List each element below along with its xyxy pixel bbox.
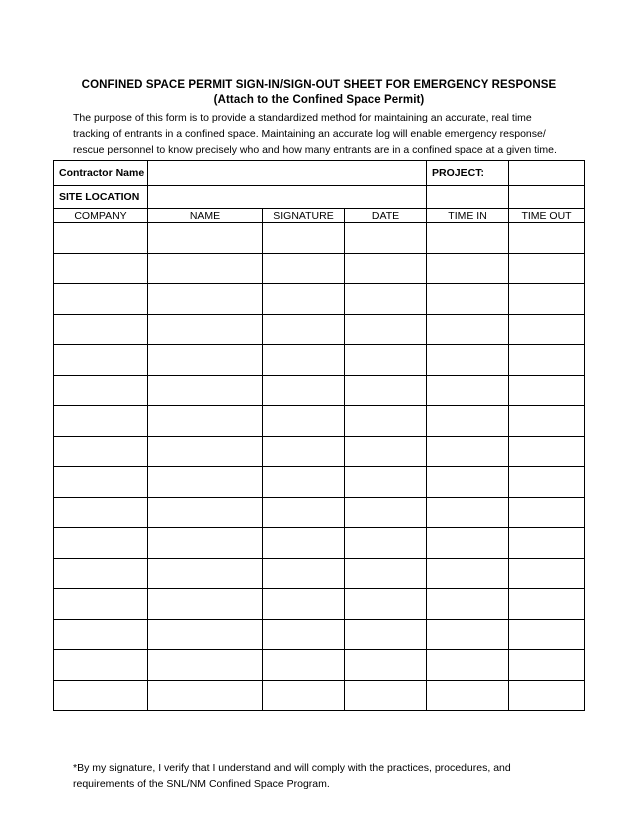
entry-cell-company[interactable] bbox=[54, 558, 148, 589]
entry-cell-time-out[interactable] bbox=[509, 497, 585, 528]
entry-cell-time-out[interactable] bbox=[509, 650, 585, 681]
form-title bbox=[0, 78, 638, 108]
table-row bbox=[54, 314, 585, 345]
entry-cell-date[interactable] bbox=[345, 497, 427, 528]
purpose-statement bbox=[73, 110, 583, 158]
entry-cell-name[interactable] bbox=[148, 558, 263, 589]
entry-cell-company[interactable] bbox=[54, 650, 148, 681]
entry-cell-signature[interactable] bbox=[263, 558, 345, 589]
entry-cell-time-in[interactable] bbox=[427, 223, 509, 254]
entry-cell-signature[interactable] bbox=[263, 589, 345, 620]
entry-cell-signature[interactable] bbox=[263, 497, 345, 528]
entry-cell-time-out[interactable] bbox=[509, 253, 585, 284]
entry-cell-name[interactable] bbox=[148, 650, 263, 681]
entry-cell-name[interactable] bbox=[148, 589, 263, 620]
entry-cell-company[interactable] bbox=[54, 284, 148, 315]
entry-cell-signature[interactable] bbox=[263, 436, 345, 467]
entry-cell-name[interactable] bbox=[148, 345, 263, 376]
entry-cell-date[interactable] bbox=[345, 253, 427, 284]
entry-cell-signature[interactable] bbox=[263, 223, 345, 254]
column-header-company: COMPANY bbox=[54, 209, 148, 223]
project-field[interactable] bbox=[509, 161, 585, 186]
project-label: PROJECT: bbox=[427, 161, 509, 186]
entry-cell-date[interactable] bbox=[345, 650, 427, 681]
entry-cell-date[interactable] bbox=[345, 558, 427, 589]
entry-cell-date[interactable] bbox=[345, 619, 427, 650]
column-header-name: NAME bbox=[148, 209, 263, 223]
entry-cell-signature[interactable] bbox=[263, 619, 345, 650]
entry-cell-name[interactable] bbox=[148, 223, 263, 254]
entry-cell-date[interactable] bbox=[345, 680, 427, 711]
entry-cell-signature[interactable] bbox=[263, 375, 345, 406]
entry-cell-time-out[interactable] bbox=[509, 223, 585, 254]
entry-cell-time-in[interactable] bbox=[427, 497, 509, 528]
entry-cell-time-in[interactable] bbox=[427, 314, 509, 345]
column-header-time-out: TIME OUT bbox=[509, 209, 585, 223]
entry-cell-company[interactable] bbox=[54, 375, 148, 406]
entry-cell-name[interactable] bbox=[148, 528, 263, 559]
entry-cell-time-in[interactable] bbox=[427, 436, 509, 467]
contractor-label: Contractor Name bbox=[54, 161, 148, 186]
table-row bbox=[54, 223, 585, 254]
entry-cell-time-in[interactable] bbox=[427, 650, 509, 681]
entry-cell-time-out[interactable] bbox=[509, 406, 585, 437]
entry-cell-time-in[interactable] bbox=[427, 467, 509, 498]
entry-cell-time-out[interactable] bbox=[509, 589, 585, 620]
table-row bbox=[54, 558, 585, 589]
table-row bbox=[54, 436, 585, 467]
table-row bbox=[54, 345, 585, 376]
entry-cell-signature[interactable] bbox=[263, 253, 345, 284]
site-location-extra-2[interactable] bbox=[509, 186, 585, 209]
entry-cell-date[interactable] bbox=[345, 284, 427, 315]
purpose-line2: tracking of entrants in a confined space. Maintaining an accurate log will enable emergency response/ bbox=[73, 128, 546, 140]
purpose-line3: rescue personnel to know precisely who and how many entrants are in a confined space at a given time. bbox=[73, 144, 557, 156]
entry-cell-company[interactable] bbox=[54, 680, 148, 711]
entry-cell-time-in[interactable] bbox=[427, 558, 509, 589]
table-row bbox=[54, 406, 585, 437]
site-location-field[interactable] bbox=[148, 186, 427, 209]
entry-cell-time-in[interactable] bbox=[427, 528, 509, 559]
contractor-name-field[interactable] bbox=[148, 161, 427, 186]
entry-cell-company[interactable] bbox=[54, 497, 148, 528]
table-row bbox=[54, 650, 585, 681]
site-location-extra-1[interactable] bbox=[427, 186, 509, 209]
signature-statement bbox=[73, 760, 593, 792]
entry-cell-signature[interactable] bbox=[263, 345, 345, 376]
entry-cell-company[interactable] bbox=[54, 253, 148, 284]
form-title-line2: (Attach to the Confined Space Permit) bbox=[213, 94, 425, 106]
entry-cell-signature[interactable] bbox=[263, 650, 345, 681]
table-row bbox=[54, 619, 585, 650]
entry-cell-time-out[interactable] bbox=[509, 375, 585, 406]
table-row bbox=[54, 253, 585, 284]
entry-cell-signature[interactable] bbox=[263, 314, 345, 345]
entry-cell-name[interactable] bbox=[148, 314, 263, 345]
entry-cell-time-out[interactable] bbox=[509, 558, 585, 589]
entry-cell-company[interactable] bbox=[54, 223, 148, 254]
table-row bbox=[54, 497, 585, 528]
entry-cell-time-in[interactable] bbox=[427, 406, 509, 437]
entry-cell-name[interactable] bbox=[148, 284, 263, 315]
entry-rows bbox=[54, 223, 585, 711]
site-location-row bbox=[54, 186, 585, 209]
entry-cell-time-in[interactable] bbox=[427, 345, 509, 376]
column-header-signature: SIGNATURE bbox=[263, 209, 345, 223]
column-header-date: DATE bbox=[345, 209, 427, 223]
column-header-row bbox=[54, 209, 585, 223]
entry-cell-time-out[interactable] bbox=[509, 680, 585, 711]
entry-cell-time-in[interactable] bbox=[427, 619, 509, 650]
entry-cell-date[interactable] bbox=[345, 375, 427, 406]
site-location-label: SITE LOCATION bbox=[54, 186, 148, 209]
entry-cell-time-out[interactable] bbox=[509, 314, 585, 345]
entry-cell-time-out[interactable] bbox=[509, 345, 585, 376]
entry-cell-time-out[interactable] bbox=[509, 528, 585, 559]
table-row bbox=[54, 589, 585, 620]
entry-cell-company[interactable] bbox=[54, 528, 148, 559]
entry-cell-name[interactable] bbox=[148, 619, 263, 650]
footer-line2: requirements of the SNL/NM Confined Space Program. bbox=[73, 778, 330, 790]
entry-cell-name[interactable] bbox=[148, 406, 263, 437]
table-row bbox=[54, 680, 585, 711]
entry-cell-company[interactable] bbox=[54, 345, 148, 376]
table-row bbox=[54, 467, 585, 498]
entry-cell-signature[interactable] bbox=[263, 680, 345, 711]
entry-cell-name[interactable] bbox=[148, 375, 263, 406]
entry-cell-signature[interactable] bbox=[263, 467, 345, 498]
entry-cell-name[interactable] bbox=[148, 436, 263, 467]
purpose-line1: The purpose of this form is to provide a standardized method for maintaining an accurate, real time bbox=[73, 112, 532, 124]
entry-cell-date[interactable] bbox=[345, 589, 427, 620]
entry-cell-company[interactable] bbox=[54, 314, 148, 345]
entry-cell-date[interactable] bbox=[345, 528, 427, 559]
table-row bbox=[54, 284, 585, 315]
entry-cell-time-out[interactable] bbox=[509, 284, 585, 315]
form-title-line1: CONFINED SPACE PERMIT SIGN-IN/SIGN-OUT SHEET FOR EMERGENCY RESPONSE bbox=[81, 79, 557, 91]
entry-cell-name[interactable] bbox=[148, 680, 263, 711]
entry-cell-time-in[interactable] bbox=[427, 284, 509, 315]
entry-cell-time-in[interactable] bbox=[427, 680, 509, 711]
contractor-row bbox=[54, 161, 585, 186]
entry-cell-time-out[interactable] bbox=[509, 436, 585, 467]
entry-cell-date[interactable] bbox=[345, 436, 427, 467]
entry-cell-signature[interactable] bbox=[263, 284, 345, 315]
entry-cell-company[interactable] bbox=[54, 467, 148, 498]
entry-cell-name[interactable] bbox=[148, 497, 263, 528]
entry-cell-date[interactable] bbox=[345, 314, 427, 345]
entry-cell-time-in[interactable] bbox=[427, 253, 509, 284]
entry-cell-date[interactable] bbox=[345, 467, 427, 498]
entry-cell-signature[interactable] bbox=[263, 406, 345, 437]
entry-cell-name[interactable] bbox=[148, 253, 263, 284]
footer-line1: *By my signature, I verify that I understand and will comply with the practices, procedures, and bbox=[73, 762, 511, 774]
column-header-time-in: TIME IN bbox=[427, 209, 509, 223]
table-row bbox=[54, 375, 585, 406]
entry-cell-name[interactable] bbox=[148, 467, 263, 498]
sign-in-table bbox=[53, 160, 585, 711]
entry-cell-signature[interactable] bbox=[263, 528, 345, 559]
entry-cell-time-in[interactable] bbox=[427, 375, 509, 406]
entry-cell-date[interactable] bbox=[345, 345, 427, 376]
entry-cell-time-out[interactable] bbox=[509, 619, 585, 650]
entry-cell-date[interactable] bbox=[345, 223, 427, 254]
entry-cell-company[interactable] bbox=[54, 589, 148, 620]
table-row bbox=[54, 528, 585, 559]
entry-cell-company[interactable] bbox=[54, 436, 148, 467]
entry-cell-company[interactable] bbox=[54, 406, 148, 437]
entry-cell-company[interactable] bbox=[54, 619, 148, 650]
entry-cell-time-in[interactable] bbox=[427, 589, 509, 620]
entry-cell-date[interactable] bbox=[345, 406, 427, 437]
entry-cell-time-out[interactable] bbox=[509, 467, 585, 498]
